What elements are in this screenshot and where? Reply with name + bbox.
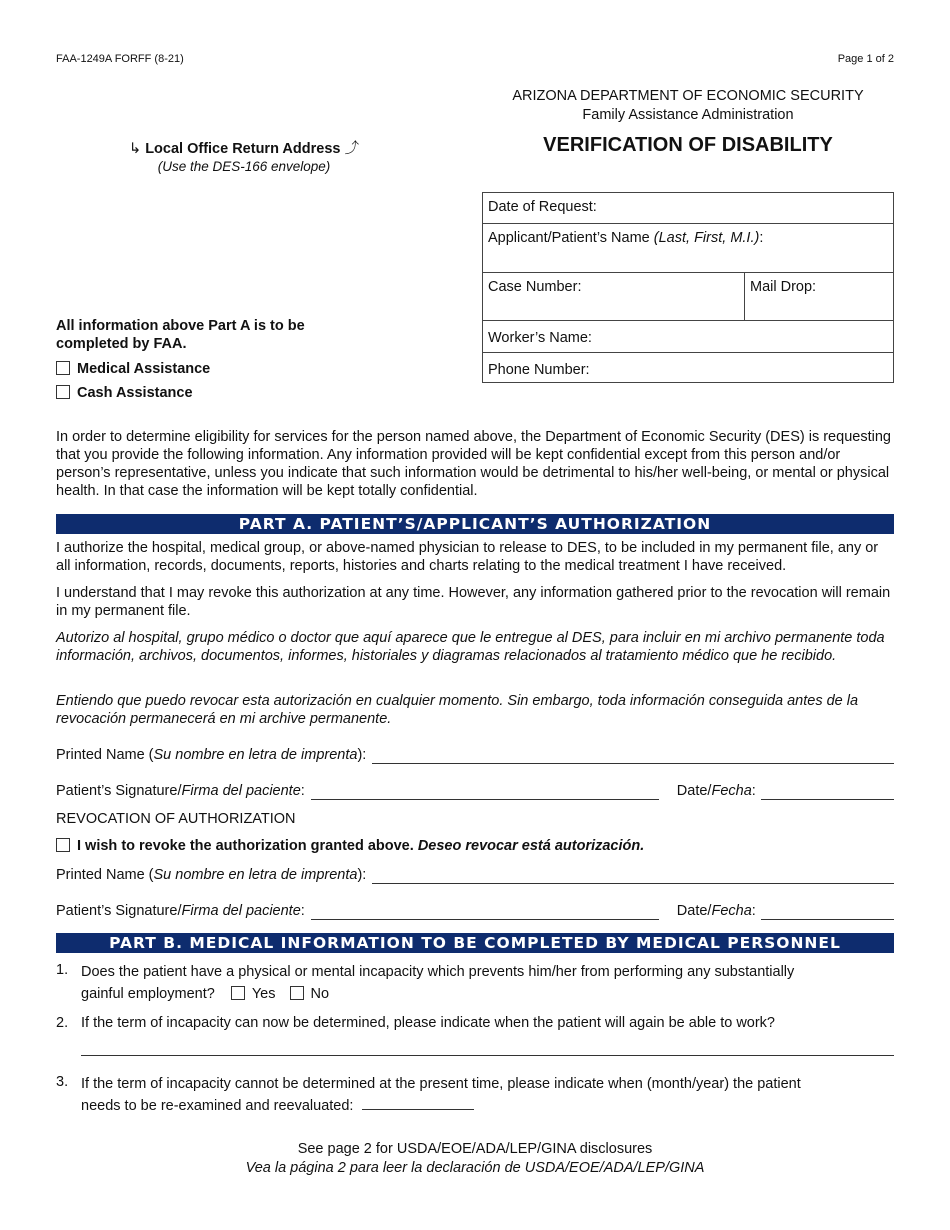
- return-address-label: Local Office Return Address: [145, 141, 341, 157]
- q2-number: 2.: [56, 1015, 69, 1031]
- q3-number: 3.: [56, 1074, 69, 1090]
- case-number-label: Case Number:: [488, 279, 582, 295]
- revoke-label-en: I wish to revoke the authorization granted above.: [77, 838, 414, 854]
- printed-name-input[interactable]: [372, 749, 894, 764]
- date-label-es: Fecha: [711, 783, 752, 799]
- part-a-paragraph-3-es: Autorizo al hospital, grupo médico o doctor que aquí aparece que le entregue al DES, para incluir en mi archivo permanente toda información, archivos, documentos, informes, historiales y diagramas relacionados al tratamiento médico que he recibido.: [56, 630, 885, 664]
- revocation-date-label: Date/: [676, 903, 712, 919]
- footer-disclosure-es: Vea la página 2 para leer la declaración de USDA/EOE/ADA/LEP/GINA: [245, 1160, 705, 1176]
- question-2-text: If the term of incapacity can now be determined, please indicate when the patient will again be able to work?: [81, 1015, 775, 1031]
- applicant-name-field[interactable]: [483, 224, 894, 273]
- printed-name-label-end: ):: [357, 747, 367, 763]
- revocation-signature-row: [56, 902, 894, 920]
- medical-assistance-label: Medical Assistance: [77, 361, 211, 377]
- signature-label-es: Firma del paciente: [181, 783, 301, 799]
- q1-yes-checkbox[interactable]: [231, 986, 245, 1000]
- worker-name-label: Worker’s Name:: [488, 330, 592, 346]
- printed-name-label: Printed Name (: [56, 747, 154, 763]
- applicant-name-label: Applicant/Patient’s Name: [488, 230, 650, 246]
- applicant-name-colon: :: [759, 230, 764, 246]
- q3-text-line1: If the term of incapacity cannot be determined at the present time, please indicate when (month/year) the patient: [81, 1076, 801, 1092]
- applicant-name-hint: (Last, First, M.I.): [653, 230, 760, 246]
- q1-no-option[interactable]: [290, 986, 330, 1002]
- revocation-printed-name-row: [56, 866, 894, 884]
- revoke-checkbox[interactable]: [56, 838, 70, 852]
- q1-number: 1.: [56, 962, 69, 978]
- q2-answer-input[interactable]: [81, 1055, 894, 1056]
- medical-assistance-option[interactable]: [56, 360, 210, 378]
- part-b-header: PART B. MEDICAL INFORMATION TO BE COMPLETED BY MEDICAL PERSONNEL: [56, 933, 894, 953]
- intro-paragraph: In order to determine eligibility for services for the person named above, the Department of Economic Security (DES) is requesting that you provide the following information. Any information provided will be kept confidential except from this person and/or person’s representative, unless you indicate that such information would be detrimental to his/her well-being, or mental or physical health. In that case the information will be kept totally confidential.: [56, 429, 891, 499]
- worker-name-field[interactable]: [483, 321, 894, 353]
- revocation-signature-colon: :: [300, 903, 305, 919]
- corner-mark-left-icon: ↳: [129, 141, 142, 157]
- agency-block: [482, 87, 894, 125]
- question-3: [81, 1073, 896, 1117]
- faa-note: All information above Part A is to be completed by FAA.: [56, 318, 305, 352]
- revocation-signature-label: Patient’s Signature/: [56, 903, 182, 919]
- date-of-request-field[interactable]: [483, 193, 894, 224]
- return-address-note: (Use the DES-166 envelope): [157, 159, 331, 174]
- corner-mark-right-icon: ⤴: [344, 141, 359, 157]
- return-address: [56, 140, 432, 174]
- mail-drop-label: Mail Drop:: [750, 279, 817, 295]
- revocation-heading: REVOCATION OF AUTHORIZATION: [56, 811, 296, 827]
- page-number: Page 1 of 2: [837, 53, 894, 65]
- cash-assistance-label: Cash Assistance: [77, 385, 193, 401]
- division-name: Family Assistance Administration: [582, 107, 794, 123]
- revoke-option[interactable]: [56, 837, 644, 855]
- case-number-field[interactable]: [483, 273, 745, 321]
- signature-row: [56, 782, 894, 800]
- revocation-printed-name-label: Printed Name (: [56, 867, 154, 883]
- form-id: FAA-1249A FORFF (8-21): [56, 53, 184, 65]
- part-a-header: PART A. PATIENT’S/APPLICANT’S AUTHORIZATION: [56, 514, 894, 534]
- q1-text-line1: Does the patient have a physical or mental incapacity which prevents him/her from performing any substantially: [81, 964, 795, 980]
- printed-name-label-es: Su nombre en letra de imprenta: [153, 747, 358, 763]
- part-a-paragraph-4-es: Entiendo que puedo revocar esta autorización en cualquier momento. Sin embargo, toda información conseguida antes de la revocación permanecerá en mi archive permanente.: [56, 693, 859, 727]
- request-box: [482, 192, 894, 383]
- revocation-signature-input[interactable]: [311, 905, 659, 920]
- revocation-date-colon: :: [751, 903, 756, 919]
- phone-number-label: Phone Number:: [488, 362, 590, 378]
- part-a-paragraph-1: I authorize the hospital, medical group, or above-named physician to release to DES, to be included in my permanent file, any or all information, records, documents, reports, histories and charts relating to the medical treatment I have received.: [56, 540, 879, 574]
- page-title: VERIFICATION OF DISABILITY: [543, 134, 833, 156]
- date-colon: :: [751, 783, 756, 799]
- footer-disclosure-en: See page 2 for USDA/EOE/ADA/LEP/GINA disclosures: [297, 1141, 653, 1157]
- revocation-printed-name-label-es: Su nombre en letra de imprenta: [153, 867, 358, 883]
- agency-name: ARIZONA DEPARTMENT OF ECONOMIC SECURITY: [512, 88, 864, 104]
- revocation-printed-name-input[interactable]: [372, 869, 894, 884]
- q3-date-input[interactable]: [362, 1095, 474, 1110]
- cash-assistance-option[interactable]: [56, 384, 193, 402]
- signature-label: Patient’s Signature/: [56, 783, 182, 799]
- signature-input[interactable]: [311, 785, 659, 800]
- revoke-label-es: Deseo revocar está autorización.: [417, 838, 645, 854]
- medical-assistance-checkbox[interactable]: [56, 361, 70, 375]
- printed-name-row: [56, 746, 894, 764]
- date-label: Date/: [676, 783, 712, 799]
- revocation-date-input[interactable]: [761, 905, 894, 920]
- date-input[interactable]: [761, 785, 894, 800]
- revocation-signature-label-es: Firma del paciente: [181, 903, 301, 919]
- date-of-request-label: Date of Request:: [488, 199, 597, 215]
- phone-number-field[interactable]: [483, 353, 894, 383]
- q1-yes-option[interactable]: [231, 986, 276, 1002]
- revocation-date-label-es: Fecha: [711, 903, 752, 919]
- revocation-printed-name-label-end: ):: [357, 867, 367, 883]
- q1-no-checkbox[interactable]: [290, 986, 304, 1000]
- cash-assistance-checkbox[interactable]: [56, 385, 70, 399]
- q1-no-label: No: [310, 986, 330, 1002]
- q1-yes-label: Yes: [251, 986, 276, 1002]
- q1-text-line2: gainful employment?: [81, 986, 215, 1002]
- q3-text-line2: needs to be re-examined and reevaluated:: [81, 1098, 354, 1114]
- mail-drop-field[interactable]: [745, 273, 894, 321]
- part-a-paragraph-2: I understand that I may revoke this authorization at any time. However, any information gathered prior to the revocation will remain in my permanent file.: [56, 585, 891, 619]
- question-1: [81, 961, 896, 1005]
- signature-colon: :: [300, 783, 305, 799]
